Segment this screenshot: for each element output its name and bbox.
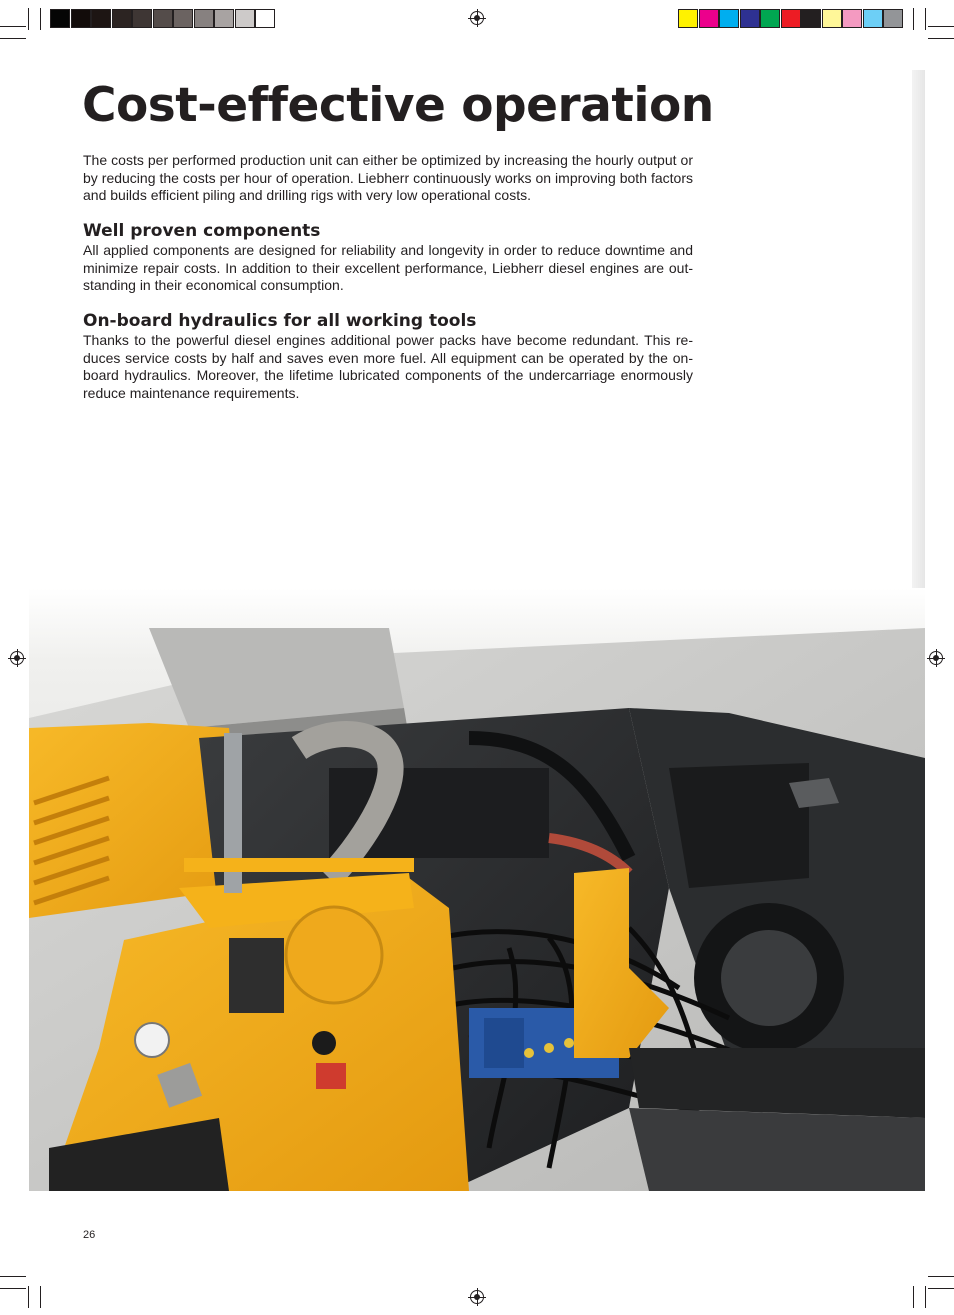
color-swatch (883, 9, 903, 28)
color-swatch (842, 9, 862, 28)
color-swatch (863, 9, 883, 28)
color-swatch (822, 9, 842, 28)
color-swatch (719, 9, 739, 28)
color-swatch (194, 9, 214, 28)
color-swatch (91, 9, 111, 28)
color-swatch (740, 9, 760, 28)
color-swatch (50, 9, 70, 28)
color-swatch (760, 9, 780, 28)
color-swatch (781, 9, 801, 28)
color-swatch (71, 9, 91, 28)
registration-mark-icon (470, 11, 484, 25)
registration-mark-icon (929, 651, 943, 665)
section-heading-components: Well proven components (83, 221, 321, 241)
color-swatch (153, 9, 173, 28)
section-heading-hydraulics: On-board hydraulics for all working tools (83, 311, 477, 331)
color-swatch (214, 9, 234, 28)
color-swatch (112, 9, 132, 28)
color-swatch (132, 9, 152, 28)
color-swatch (255, 9, 275, 28)
section-body-components: All applied components are designed for reliability and longevity in order to reduce downtime and minimize repair costs. In addition to their excellent performance, Liebherr diesel engines are out-standing in their economical consumption. (83, 242, 693, 294)
color-swatch (235, 9, 255, 28)
registration-mark-icon (10, 651, 24, 665)
page-number: 26 (83, 1229, 96, 1241)
color-swatch (801, 9, 821, 28)
intro-paragraph: The costs per performed production unit can either be optimized by increasing the hourly output or by reducing the costs per hour of operation. Liebherr continuously works on improving both factors and builds efficient piling and drilling rigs with very low operational costs. (83, 152, 693, 204)
page-title: Cost-effective operation (82, 78, 714, 133)
section-body-hydraulics: Thanks to the powerful diesel engines additional power packs have become redundant. This re-duces service costs by half and saves even more fuel. All equipment can be operated by the on-board hydraulics. Moreover, the lifetime lubricated components of the undercarriage enormously reduce maintenance requirements. (83, 332, 693, 401)
color-swatch (173, 9, 193, 28)
engine-compartment-photo (29, 588, 925, 1191)
registration-mark-icon (470, 1290, 484, 1304)
color-swatch (678, 9, 698, 28)
color-swatch (699, 9, 719, 28)
